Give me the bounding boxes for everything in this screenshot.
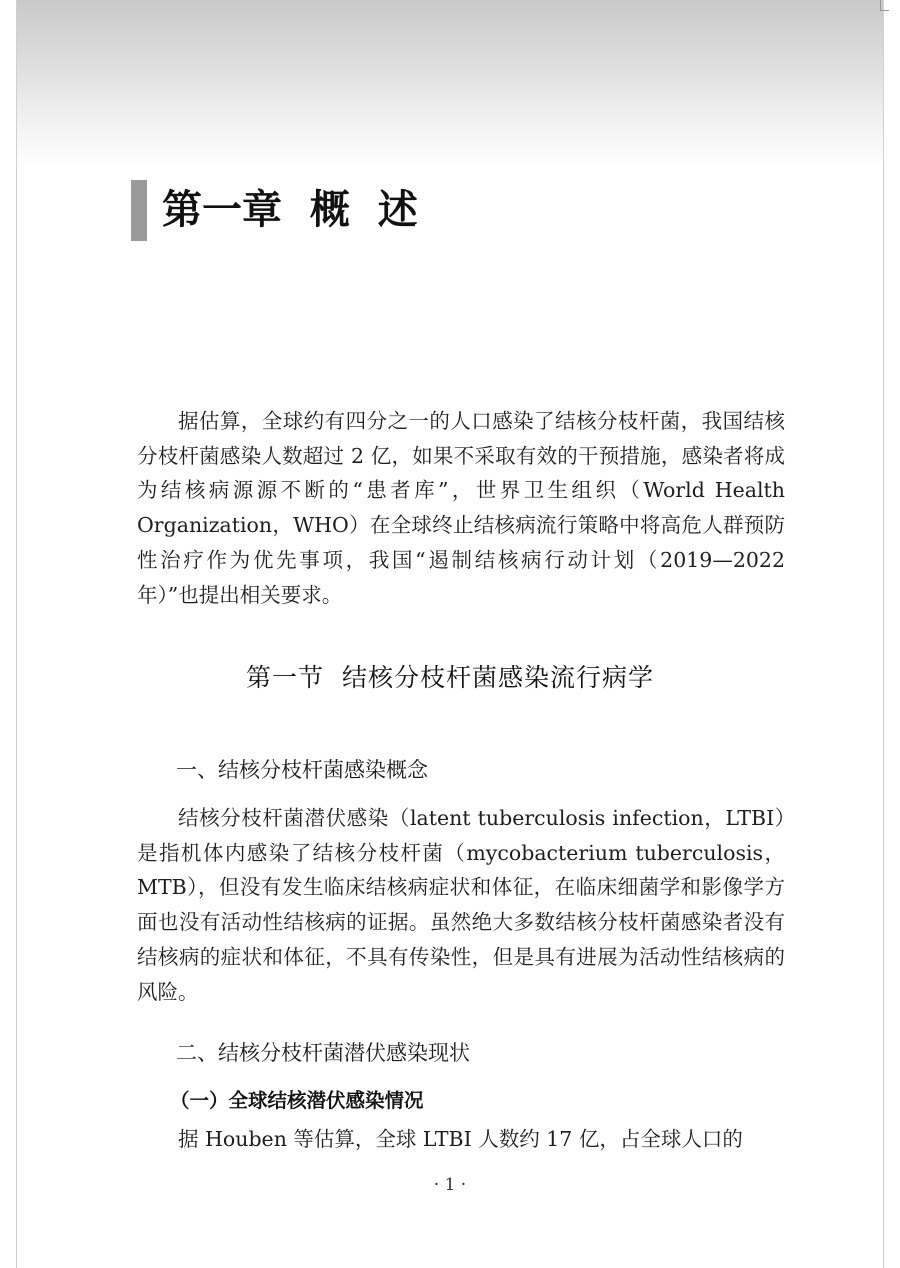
page-number: · 1 ·: [433, 1175, 467, 1195]
crop-mark: [880, 0, 889, 11]
global-paragraph: 据 Houben 等估算，全球 LTBI 人数约 17 亿，占全球人口的: [178, 1127, 743, 1151]
page-edge-left: [16, 0, 17, 1268]
subsection-heading-concept: 一、结核分枝杆菌感染概念: [176, 758, 428, 782]
section-title: 第一节 结核分枝杆菌感染流行病学: [246, 663, 654, 692]
chapter-title: 第一章 概 述: [162, 186, 418, 233]
intro-paragraph: 据估算，全球约有四分之一的人口感染了结核分枝杆菌，我国结核分枝杆菌感染人数超过 2 亿，如果不采取有效的干预措施，感染者将成为结核病源源不断的“患者库”，世界卫生组织（World Health Organization，WHO）在全球终止结核病流行策略中将高危人群预防性治疗作为优先事项，我国“遏制结核病行动计划（2019—2022 年）”也提出相关要求。: [137, 409, 785, 607]
chapter-title-bar: [131, 180, 147, 241]
page-header-shading: [16, 0, 884, 170]
sub-subsection-heading-global: （一）全球结核潜伏感染情况: [170, 1089, 424, 1112]
page-edge-right: [883, 0, 884, 1268]
subsection-heading-status: 二、结核分枝杆菌潜伏感染现状: [176, 1041, 470, 1065]
concept-paragraph: 结核分枝杆菌潜伏感染（latent tuberculosis infection，LTBI）是指机体内感染了结核分枝杆菌（mycobacterium tuberculosis，MTB），但没有发生临床结核病症状和体征，在临床细菌学和影像学方面也没有活动性结核病的证据。虽然绝大多数结核分枝杆菌感染者没有结核病的症状和体征，不具有传染性，但是具有进展为活动性结核病的风险。: [137, 806, 785, 1004]
